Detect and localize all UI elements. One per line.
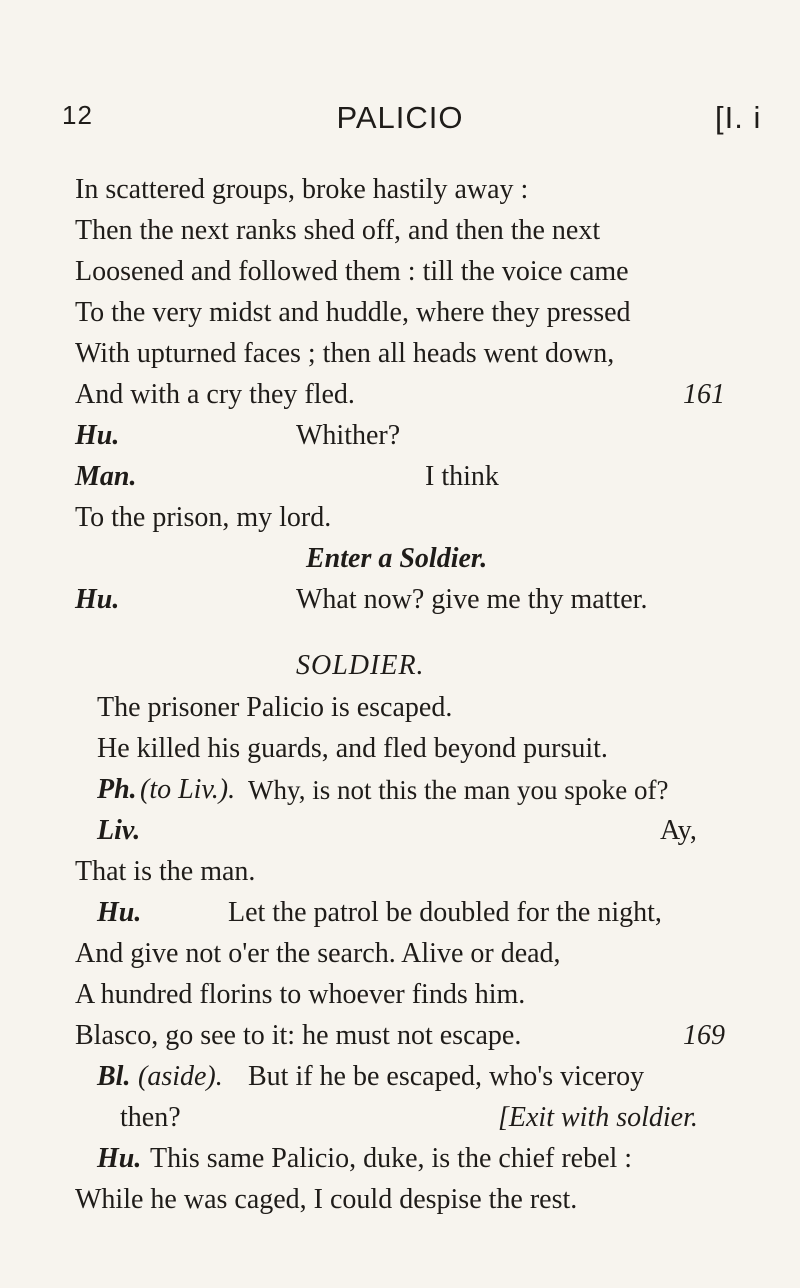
section-marker: [I. i <box>715 100 762 135</box>
speaker-name: Hu. <box>97 1143 142 1174</box>
speaker-name: Liv. <box>97 815 141 846</box>
speaker-name: Bl. <box>97 1061 131 1092</box>
speaker-name: Hu. <box>97 897 142 928</box>
verse-line: While he was caged, I could despise the rest. <box>75 1184 578 1215</box>
line-number: 169 <box>683 1020 725 1051</box>
verse-line: And give not o'er the search. Alive or dead, <box>75 938 561 969</box>
verse-line: But if he be escaped, who's viceroy <box>248 1061 645 1092</box>
speaker-name: Ph. <box>97 774 137 805</box>
verse-line: With upturned faces ; then all heads went down, <box>75 338 615 369</box>
verse-line: Then the next ranks shed off, and then the next <box>75 215 601 246</box>
verse-line: Ay, <box>660 815 697 846</box>
verse-line: What now? give me thy matter. <box>296 584 648 615</box>
speaker-heading: SOLDIER. <box>296 650 425 681</box>
page-number: 12 <box>62 100 93 130</box>
verse-line: This same Palicio, duke, is the chief rebel : <box>150 1143 633 1174</box>
verse-line: Blasco, go see to it: he must not escape. <box>75 1020 522 1051</box>
verse-line: Why, is not this the man you spoke of? <box>248 775 669 805</box>
line-number: 161 <box>683 379 725 410</box>
verse-line: A hundred florins to whoever finds him. <box>75 979 526 1010</box>
speaker-name: Hu. <box>75 584 120 615</box>
verse-line: I think <box>425 461 499 492</box>
verse-line: Whither? <box>296 420 401 451</box>
verse-line: then? <box>120 1102 181 1133</box>
running-title: PALICIO <box>336 100 464 135</box>
verse-line: In scattered groups, broke hastily away : <box>75 174 529 205</box>
speaker-name: Man. <box>75 461 137 492</box>
stage-direction: Enter a Soldier. <box>306 543 488 574</box>
stage-direction: (to Liv.). <box>140 774 236 805</box>
verse-line: And with a cry they fled. <box>75 379 355 410</box>
verse-line: He killed his guards, and fled beyond pursuit. <box>97 733 608 764</box>
stage-direction: (aside). <box>138 1061 223 1092</box>
running-head <box>0 100 800 140</box>
speaker-name: Hu. <box>75 420 120 451</box>
stage-direction: [Exit with soldier. <box>498 1102 698 1133</box>
verse-line: Loosened and followed them : till the voice came <box>75 256 629 287</box>
verse-line: To the prison, my lord. <box>75 502 332 533</box>
verse-line: To the very midst and huddle, where they pressed <box>75 297 631 328</box>
verse-line: That is the man. <box>75 856 256 887</box>
verse-line: Let the patrol be doubled for the night, <box>228 897 662 928</box>
verse-line: The prisoner Palicio is escaped. <box>97 692 453 723</box>
